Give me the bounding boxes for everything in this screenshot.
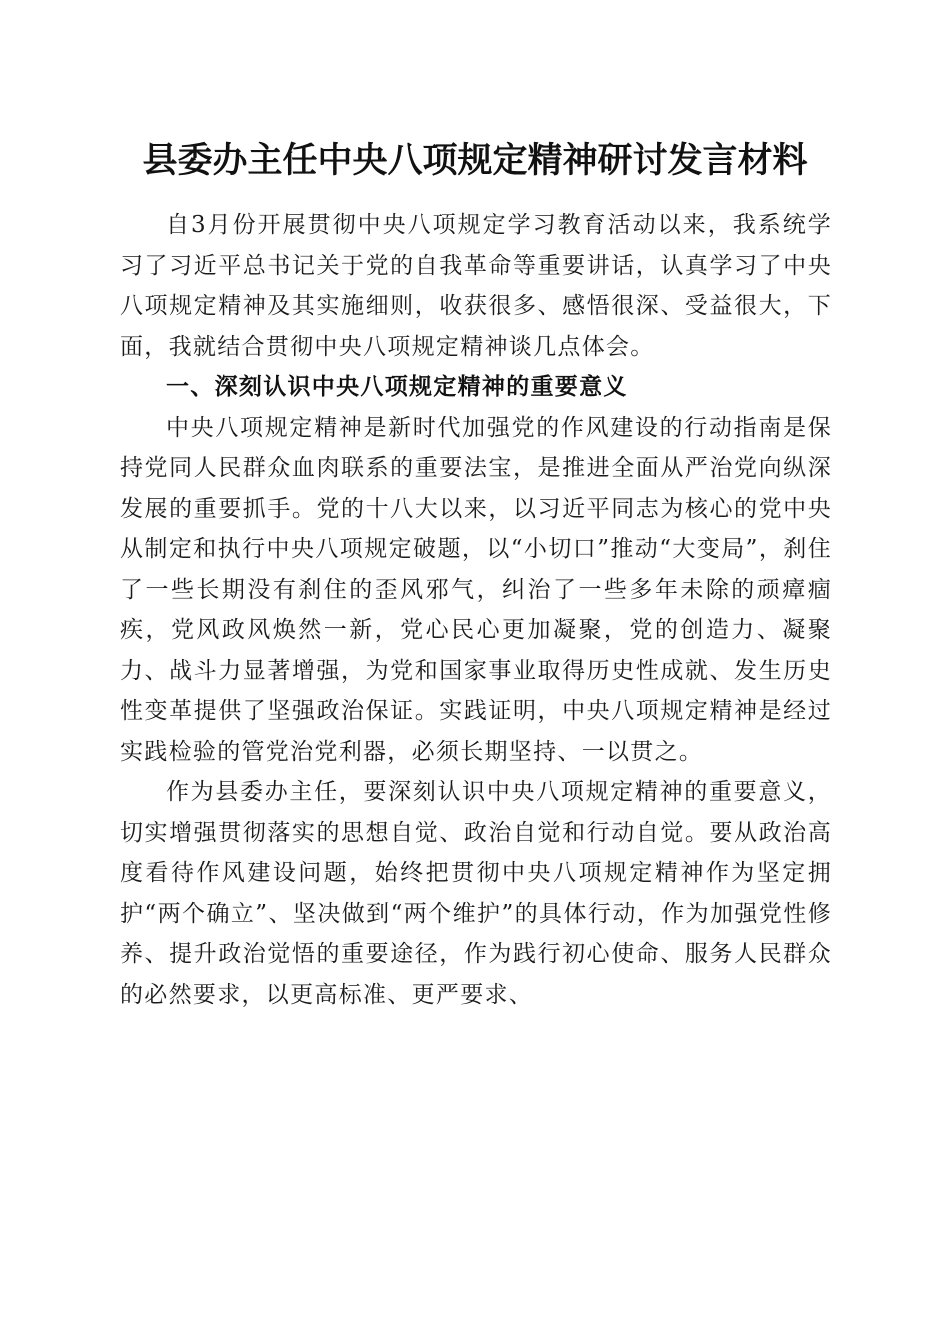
intro-paragraph: 自3月份开展贯彻中央八项规定学习教育活动以来，我系统学习了习近平总书记关于党的自我革命等重要讲话，认真学习了中央八项规定精神及其实施细则，收获很多、感悟很深、受益很大，下面，我就结合贯彻中央八项规定精神谈几点体会。 bbox=[120, 212, 832, 360]
body-paragraph-2: 作为县委办主任，要深刻认识中央八项规定精神的重要意义，切实增强贯彻落实的思想自觉、政治自觉和行动自觉。要从政治高度看待作风建设问题，始终把贯彻中央八项规定精神作为坚定拥护“两个确立”、坚决做到“两个维护”的具体行动，作为加强党性修养、提升政治觉悟的重要途径，作为践行初心使命、服务人民群众的必然要求，以更高标准、更严要求、 bbox=[120, 779, 832, 1008]
section-heading-1: 一、深刻认识中央八项规定精神的重要意义 bbox=[166, 374, 628, 400]
body-paragraph-1: 中央八项规定精神是新时代加强党的作风建设的行动指南是保持党同人民群众血肉联系的重要法宝，是推进全面从严治党向纵深发展的重要抓手。党的十八大以来，以习近平同志为核心的党中央从制定和执行中央八项规定破题，以“小切口”推动“大变局”，刹住了一些长期没有刹住的歪风邪气，纠治了一些多年未除的顽瘴痼疾，党风政风焕然一新，党心民心更加凝聚，党的创造力、凝聚力、战斗力显著增强，为党和国家事业取得历史性成就、发生历史性变革提供了坚强政治保证。实践证明，中央八项规定精神是经过实践检验的管党治党利器，必须长期坚持、一以贯之。 bbox=[120, 414, 832, 765]
document-title: 县委办主任中央八项规定精神研讨发言材料 bbox=[142, 140, 808, 181]
document-body bbox=[120, 205, 832, 1015]
